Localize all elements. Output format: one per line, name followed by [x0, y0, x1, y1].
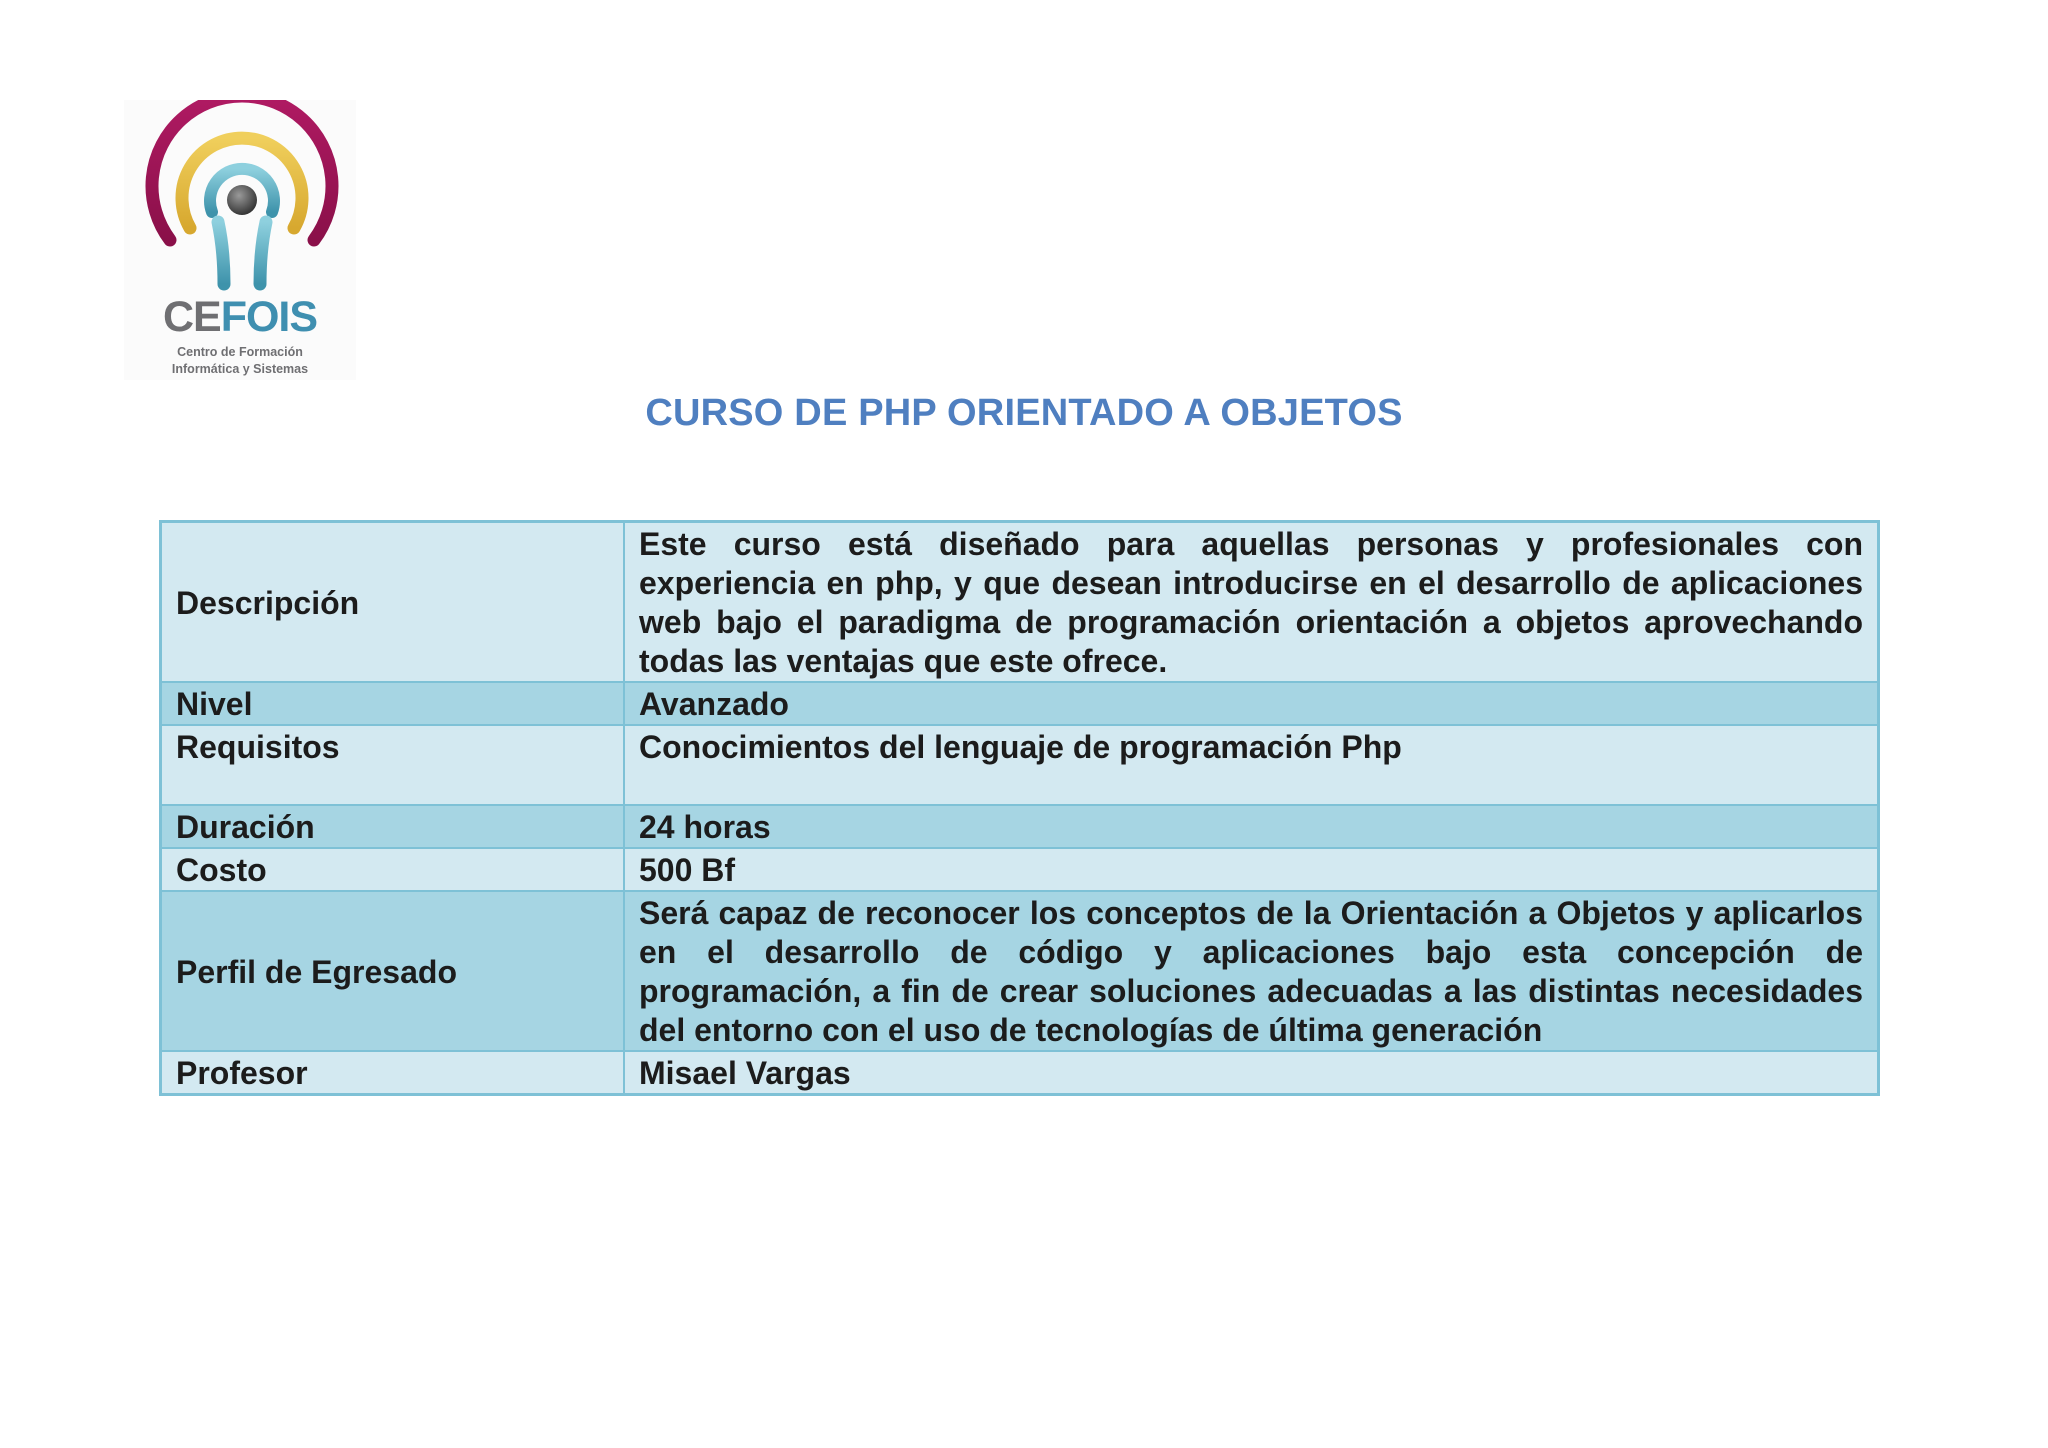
table-row-costo	[161, 848, 1879, 891]
row-value: Misael Vargas	[624, 1051, 1879, 1095]
table-row-perfil-egresado	[161, 891, 1879, 1051]
svg-text:CEFOIS	[163, 293, 317, 341]
row-label: Costo	[161, 848, 625, 891]
page-title: CURSO DE PHP ORIENTADO A OBJETOS	[645, 392, 1403, 434]
table-row-requisitos	[161, 725, 1879, 805]
logo-subtitle-line1: Centro de Formación	[177, 345, 303, 359]
row-label: Profesor	[161, 1051, 625, 1095]
table-row-descripcion	[161, 522, 1879, 683]
table-row-profesor	[161, 1051, 1879, 1095]
row-value: Será capaz de reconocer los conceptos de la Orientación a Objetos y aplicarlos en el desarrollo de código y aplicaciones bajo esta concepción de programación, a fin de crear soluciones adecuadas a las distintas necesidades del entorno con el uso de tecnologías de última generación	[624, 891, 1879, 1051]
row-label: Descripción	[161, 522, 625, 683]
row-label: Perfil de Egresado	[161, 891, 625, 1051]
cefois-logo	[124, 100, 356, 380]
logo-subtitle-line2: Informática y Sistemas	[171, 362, 309, 376]
row-label: Duración	[161, 805, 625, 848]
row-value: Avanzado	[624, 682, 1879, 725]
logo-wordmark-fois: FOIS	[220, 293, 318, 341]
course-info-table	[159, 520, 1880, 1096]
row-value: 500 Bf	[624, 848, 1879, 891]
row-label: Requisitos	[161, 725, 625, 805]
row-value: Este curso está diseñado para aquellas personas y profesionales con experiencia en php, y que desean introducirse en el desarrollo de aplicaciones web bajo el paradigma de programación orientación a objetos aprovechando todas las ventajas que este ofrece.	[624, 522, 1879, 683]
logo-wordmark-ce: CE	[162, 293, 221, 341]
row-value: Conocimientos del lenguaje de programación Php	[624, 725, 1879, 805]
row-value: 24 horas	[624, 805, 1879, 848]
row-label: Nivel	[161, 682, 625, 725]
table-row-nivel	[161, 682, 1879, 725]
table-row-duracion	[161, 805, 1879, 848]
